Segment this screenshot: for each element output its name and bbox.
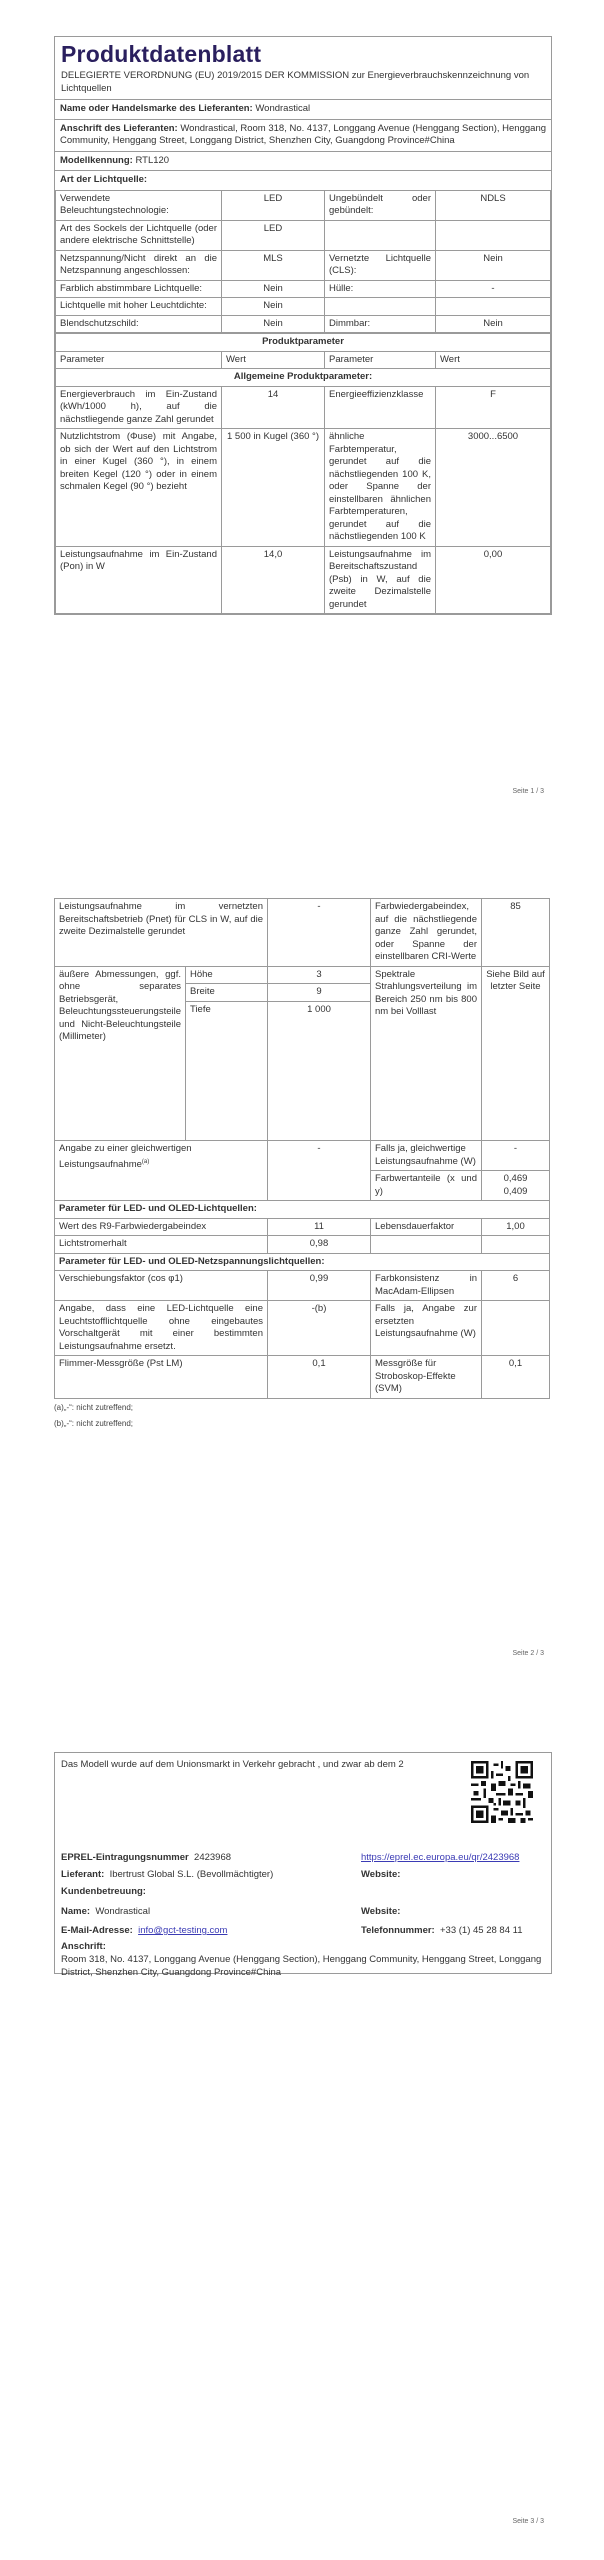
general-params-title: Allgemeine Produktparameter: (56, 369, 551, 387)
col-param: Parameter (56, 351, 222, 369)
param-label-2: Energieeffizienzklasse (325, 386, 436, 429)
customer-support-label: Kundenbetreuung: (61, 1886, 146, 1897)
eprel-value: 2423968 (194, 1852, 232, 1863)
life-value: 1,00 (482, 1218, 550, 1236)
replacement-yes-label: Falls ja, Angabe zur ersetzten Leistungsaufnahme (W) (371, 1301, 482, 1356)
light-type-value-2: - (436, 280, 551, 298)
param-row (56, 429, 551, 547)
dim-height-value: 3 (268, 966, 371, 984)
displacement-label: Verschiebungsfaktor (cos φ1) (55, 1271, 268, 1301)
datasheet-page-1 (54, 36, 552, 615)
product-params-title: Produktparameter (56, 334, 551, 352)
supplier-address-row (55, 119, 551, 151)
macadam-value: 6 (482, 1271, 550, 1301)
light-type-label: Art der Lichtquelle: (60, 174, 148, 185)
equiv-footnote-ref: (a) (141, 1158, 150, 1165)
spectral-value: Siehe Bild auf letzter Seite (482, 966, 550, 1141)
equiv-label-text: Angabe zu einer gleichwertigen Leistungsaufnahme (59, 1143, 192, 1170)
param-label: Energieverbrauch im Ein-Zustand (kWh/1000 h), auf die nächstliegende ganze Zahl gerundet (56, 386, 222, 429)
light-type-label: Netzspannung/Nicht direkt an die Netzspannung angeschlossen: (56, 250, 222, 280)
page-title: Produktdatenblatt (61, 41, 262, 67)
macadam-label: Farbkonsistenz in MacAdam-Ellipsen (371, 1271, 482, 1301)
light-type-value-2 (436, 298, 551, 316)
param-value-2: 0,00 (436, 546, 551, 614)
displacement-value: 0,99 (268, 1271, 371, 1301)
page-number: Seite 3 / 3 (512, 2518, 544, 2525)
replacement-label: Angabe, dass eine LED-Lichtquelle eine Leuchtstofflichtquelle ohne eingebautes Vorschaltgerät mit einer bestimmten Leistungsaufnahme ersetzt. (55, 1301, 268, 1356)
dim-width-value: 9 (268, 984, 371, 1002)
light-type-row (56, 280, 551, 298)
supplier-name: Wondrastical (255, 103, 311, 114)
param-label-2: ähnliche Farbtemperatur, gerundet auf die nächstliegenden 100 K, oder Spanne der einstellbaren ähnlichen Farbtemperaturen, gerundet auf die nächstliegenden 100 K (325, 429, 436, 547)
params-table-2 (54, 898, 550, 1399)
r9-value: 11 (268, 1218, 371, 1236)
light-type-value: Nein (222, 280, 325, 298)
param-value-2: F (436, 386, 551, 429)
website-label-2: Website: (361, 1906, 401, 1917)
col-param: Parameter (325, 351, 436, 369)
footnote-b: (b)„-“: nicht zutreffend; (54, 1418, 133, 1428)
light-type-label: Farblich abstimmbare Lichtquelle: (56, 280, 222, 298)
page-number: Seite 2 / 3 (512, 1650, 544, 1657)
light-type-label-2: Vernetzte Lichtquelle (CLS): (325, 250, 436, 280)
dim-height-label: Höhe (186, 966, 268, 984)
chroma-y: 0,409 (503, 1185, 528, 1197)
eprel-label: EPREL-Eintragungsnummer (61, 1852, 189, 1863)
supplier-address: Wondrastical, Room 318, No. 4137, Longgang Avenue (Henggang Section), Henggang Community, Henggang Street, Longgang District, Shenzhen City, Guangdong Province#China (60, 122, 547, 146)
name-value: Wondrastical (95, 1906, 151, 1917)
regulation-text: DELEGIERTE VERORDNUNG (EU) 2019/2015 DER KOMMISSION zur Energieverbrauchskennzeichnung von Lichtquellen (61, 70, 530, 94)
param-value: 14 (222, 386, 325, 429)
email-link[interactable]: info@gct-testing.com (138, 1925, 228, 1936)
equiv-yes-label: Falls ja, gleichwertige Leistungsaufnahme (W) (371, 1141, 482, 1171)
light-type-value: MLS (222, 250, 325, 280)
supplier-label: Lieferant: (61, 1869, 105, 1880)
pnet-label: Leistungsaufnahme im vernetzten Bereitschaftsbetrieb (Pnet) für CLS in W, auf die zweite Dezimalstelle gerundet (55, 899, 268, 967)
light-type-label: Verwendete Beleuchtungstechnologie: (56, 190, 222, 220)
name-label: Name: (61, 1906, 91, 1917)
datasheet-page-3 (54, 1752, 552, 1978)
stroboscopic-value: 0,1 (482, 1356, 550, 1399)
flicker-value: 0,1 (268, 1356, 371, 1399)
col-value: Wert (436, 351, 551, 369)
supplier-name-row (55, 99, 551, 119)
light-type-row (56, 190, 551, 220)
light-type-label: Art des Sockels der Lichtquelle (oder andere elektrische Schnittstelle) (56, 220, 222, 250)
light-type-value: LED (222, 190, 325, 220)
model-row (55, 151, 551, 171)
param-row (56, 546, 551, 614)
stroboscopic-label: Messgröße für Stroboskop-Effekte (SVM) (371, 1356, 482, 1399)
r9-label: Wert des R9-Farbwiedergabeindex (55, 1218, 268, 1236)
maintenance-value: 0,98 (268, 1236, 371, 1254)
supplier-address-label: Anschrift des Lieferanten: (60, 122, 178, 134)
light-type-row (55, 170, 551, 190)
footnote-a: (a)„-“: nicht zutreffend; (54, 1402, 133, 1412)
cri-label: Farbwiedergabeindex, auf die nächstliegende ganze Zahl gerundet, oder Spanne der einstellbaren CRI-Werte (371, 899, 482, 967)
light-type-row (56, 315, 551, 333)
dim-width-label: Breite (186, 984, 268, 1002)
col-value: Wert (222, 351, 325, 369)
light-type-label-2: Dimmbar: (325, 315, 436, 333)
light-type-row (56, 250, 551, 280)
address-label: Anschrift: (61, 1941, 106, 1952)
replacement-value: -(b) (268, 1301, 371, 1356)
pnet-value: - (268, 899, 371, 967)
light-type-row (56, 298, 551, 316)
life-label: Lebensdauerfaktor (371, 1218, 482, 1236)
param-value: 1 500 in Kugel (360 °) (222, 429, 325, 547)
equiv-value: - (268, 1141, 371, 1201)
website-label: Website: (361, 1869, 401, 1880)
param-value-2: 3000...6500 (436, 429, 551, 547)
light-type-value-2: Nein (436, 315, 551, 333)
light-type-label-2 (325, 220, 436, 250)
address-value: Room 318, No. 4137, Longgang Avenue (Henggang Section), Henggang Community, Henggang Street, Longgang District, Shenzhen City, Guangdong Province#China (61, 1954, 542, 1978)
replacement-yes-value (482, 1301, 550, 1356)
equiv-label (55, 1141, 268, 1201)
light-type-value: LED (222, 220, 325, 250)
maintenance-label: Lichtstromerhalt (55, 1236, 268, 1254)
dimensions-label: äußere Abmessungen, ggf. ohne separates Betriebsgerät, Beleuchtungssteuerungsteile und Nicht-Beleuchtungsteile (Millimeter) (55, 966, 186, 1141)
light-type-value-2: Nein (436, 250, 551, 280)
eprel-link[interactable]: https://eprel.ec.europa.eu/qr/2423968 (361, 1852, 520, 1863)
param-label: Nutzlichtstrom (Φuse) mit Angabe, ob sich der Wert auf den Lichtstrom in einer Kugel (360 °), in einem breiten Kegel (120 °) oder in einem schmalen Kegel (90 °) bezieht (56, 429, 222, 547)
light-type-value-2: NDLS (436, 190, 551, 220)
product-params-table (55, 333, 551, 614)
page-number: Seite 1 / 3 (512, 788, 544, 795)
chroma-label: Farbwertanteile (x und y) (371, 1171, 482, 1201)
equiv-yes-value: - (482, 1141, 550, 1171)
mains-section-title: Parameter für LED- und OLED-Netzspannungslichtquellen: (55, 1253, 550, 1271)
phone-value: +33 (1) 45 28 84 11 (440, 1925, 523, 1936)
param-label: Leistungsaufnahme im Ein-Zustand (Pon) in W (56, 546, 222, 614)
flicker-label: Flimmer-Messgröße (Pst LM) (55, 1356, 268, 1399)
light-type-label: Blendschutzschild: (56, 315, 222, 333)
chroma-x: 0,469 (503, 1173, 528, 1184)
model-id: RTL120 (135, 154, 170, 166)
light-type-label: Lichtquelle mit hoher Leuchtdichte: (56, 298, 222, 316)
market-text: Das Modell wurde auf dem Unionsmarkt in Verkehr gebracht , und zwar ab dem 2 (61, 1759, 404, 1770)
light-type-value: Nein (222, 298, 325, 316)
light-type-label-2: Hülle: (325, 280, 436, 298)
param-row (56, 386, 551, 429)
light-type-row (56, 220, 551, 250)
light-type-value: Nein (222, 315, 325, 333)
light-type-label-2: Ungebündelt oder gebündelt: (325, 190, 436, 220)
supplier-name-label: Name oder Handelsmarke des Lieferanten: (60, 103, 253, 114)
dim-depth-value: 1 000 (268, 1001, 371, 1018)
phone-label: Telefonnummer: (361, 1925, 435, 1936)
param-label-2: Leistungsaufnahme im Bereitschaftszustand (Psb) in W, auf die zweite Dezimalstelle gerundet (325, 546, 436, 614)
datasheet-page-2 (54, 898, 550, 1431)
chroma-values (482, 1171, 550, 1201)
led-section-title: Parameter für LED- und OLED-Lichtquellen: (55, 1201, 550, 1219)
light-type-table (55, 190, 551, 334)
model-label: Modellkennung: (60, 154, 133, 166)
qr-code-icon (471, 1761, 533, 1823)
supplier-value: Ibertrust Global S.L. (Bevollmächtigter) (109, 1869, 274, 1880)
param-value: 14,0 (222, 546, 325, 614)
email-label: E-Mail-Adresse: (61, 1925, 133, 1936)
light-type-label-2 (325, 298, 436, 316)
light-type-value-2 (436, 220, 551, 250)
spectral-label: Spektrale Strahlungsverteilung im Bereich 250 nm bis 800 nm bei Volllast (371, 966, 482, 1141)
dim-depth-label: Tiefe (186, 1001, 268, 1018)
cri-value: 85 (482, 899, 550, 967)
